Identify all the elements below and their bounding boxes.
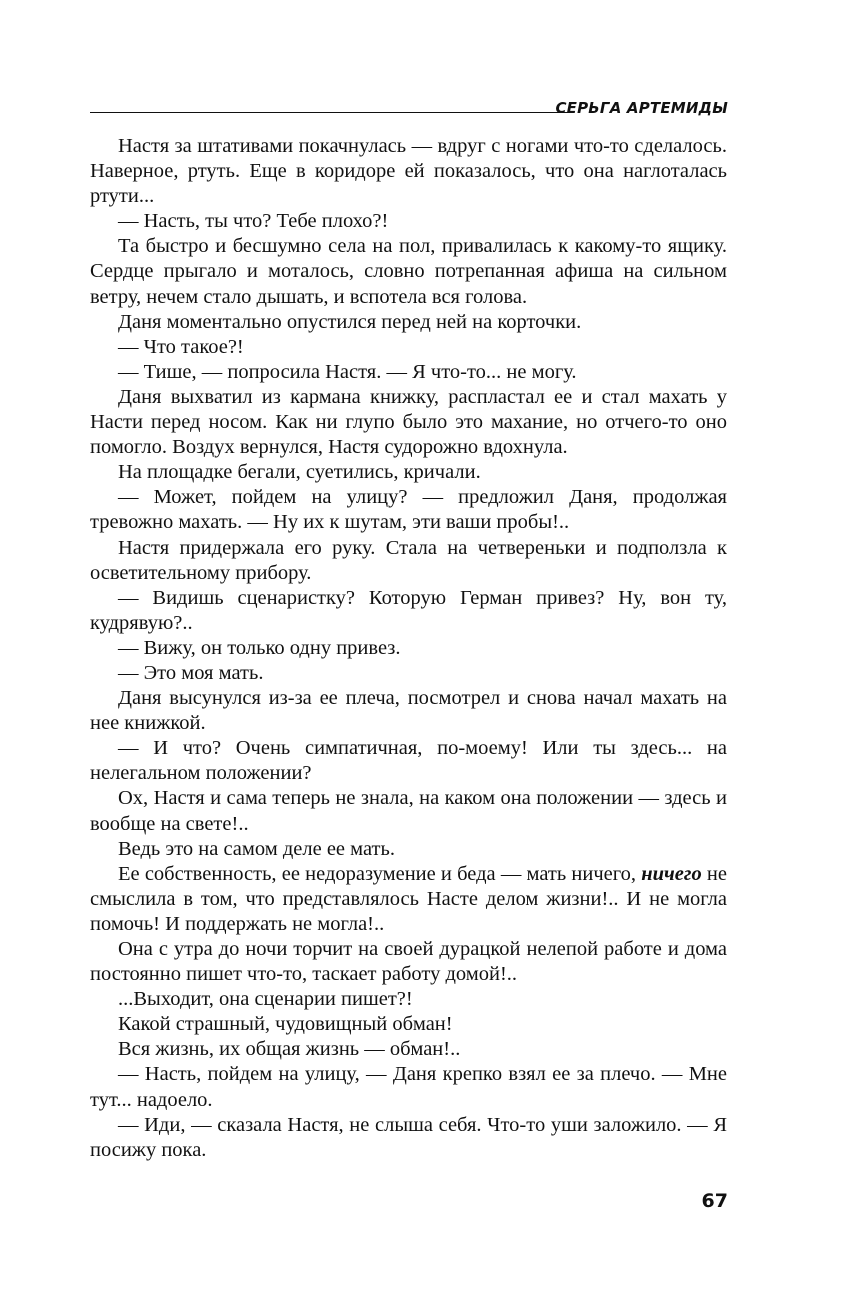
text-segment: — Насть, ты что? Тебе плохо?!	[118, 210, 389, 233]
paragraph	[90, 1062, 727, 1112]
paragraph	[90, 686, 727, 736]
text-segment: Ох, Настя и сама теперь не знала, на каком она положении — здесь и вообще на свете!..	[90, 787, 727, 835]
paragraph	[90, 209, 727, 234]
text-segment: Ее собственность, ее недоразумение и беда — мать ничего,	[118, 862, 642, 885]
paragraph	[90, 335, 727, 360]
text-segment: Ведь это на самом деле ее мать.	[118, 837, 395, 860]
text-segment: не смыслила в том, что представлялось Насте делом жизни!.. И не могла помочь! И поддержать не могла!..	[90, 862, 727, 935]
text-segment: — Что такое?!	[118, 335, 244, 358]
text-segment: — Видишь сценаристку? Которую Герман привез? Ну, вон ту, кудрявую?..	[90, 586, 727, 634]
paragraph	[90, 234, 727, 309]
paragraph	[90, 485, 727, 535]
text-segment: Настя придержала его руку. Стала на четвереньки и подползла к осветительному прибору.	[90, 536, 727, 584]
paragraph	[90, 460, 727, 485]
paragraph	[90, 385, 727, 460]
running-title: СЕРЬГА АРТЕМИДЫ	[555, 99, 728, 117]
text-segment: Настя за штативами покачнулась — вдруг с ногами что-то сделалось. Наверное, ртуть. Еще в коридоре ей показалось, что она наглоталась ртути...	[90, 135, 727, 208]
text-segment: Вся жизнь, их общая жизнь — обман!..	[118, 1038, 461, 1061]
paragraph	[90, 937, 727, 987]
paragraph	[90, 786, 727, 836]
body-text	[90, 134, 727, 1163]
paragraph	[90, 1113, 727, 1163]
paragraph	[90, 736, 727, 786]
text-segment: Даня моментально опустился перед ней на корточки.	[118, 310, 582, 333]
text-segment: — Может, пойдем на улицу? — предложил Даня, продолжая тревожно махать. — Ну их к шутам, эти ваши пробы!..	[90, 486, 727, 534]
text-segment: Даня высунулся из-за ее плеча, посмотрел и снова начал махать на нее книжкой.	[90, 687, 727, 735]
text-segment: — Вижу, он только одну привез.	[118, 636, 401, 659]
paragraph	[90, 134, 727, 209]
text-segment: — И что? Очень симпатичная, по-моему! Или ты здесь... на нелегальном положении?	[90, 737, 727, 785]
text-segment: Какой страшный, чудовищный обман!	[118, 1013, 453, 1036]
text-segment: — Это моя мать.	[118, 661, 264, 684]
text-segment: Та быстро и бесшумно села на пол, привалилась к какому-то ящику. Сердце прыгало и моталось, словно потрепанная афиша на сильном ветру, нечем стало дышать, и вспотела вся голова.	[90, 235, 727, 308]
text-segment: На площадке бегали, суетились, кричали.	[118, 461, 481, 484]
paragraph	[90, 862, 727, 937]
paragraph	[90, 987, 727, 1012]
paragraph	[90, 536, 727, 586]
text-segment: Даня выхватил из кармана книжку, распластал ее и стал махать у Насти перед носом. Как ни глупо было это махание, но отчего-то оно помогло. Воздух вернулся, Настя судорожно вдохнула.	[90, 385, 727, 459]
text-segment: — Насть, пойдем на улицу, — Даня крепко взял ее за плечо. — Мне тут... надоело.	[90, 1063, 727, 1111]
paragraph	[90, 1037, 727, 1062]
paragraph	[90, 1012, 727, 1037]
text-segment: Она с утра до ночи торчит на своей дурацкой нелепой работе и дома постоянно пишет что-то, таскает работу домой!..	[90, 938, 727, 986]
paragraph	[90, 310, 727, 335]
paragraph	[90, 586, 727, 636]
emphasis-text: ничего	[641, 862, 702, 885]
paragraph	[90, 360, 727, 385]
paragraph	[90, 636, 727, 661]
paragraph	[90, 661, 727, 686]
text-segment: — Иди, — сказала Настя, не слыша себя. Что-то уши заложило. — Я посижу пока.	[90, 1113, 727, 1161]
header-rule	[90, 112, 568, 113]
text-segment: — Тише, — попросила Настя. — Я что-то... не могу.	[118, 360, 577, 383]
paragraph	[90, 837, 727, 862]
page-number: 67	[701, 1190, 728, 1212]
text-segment: ...Выходит, она сценарии пишет?!	[118, 988, 413, 1011]
